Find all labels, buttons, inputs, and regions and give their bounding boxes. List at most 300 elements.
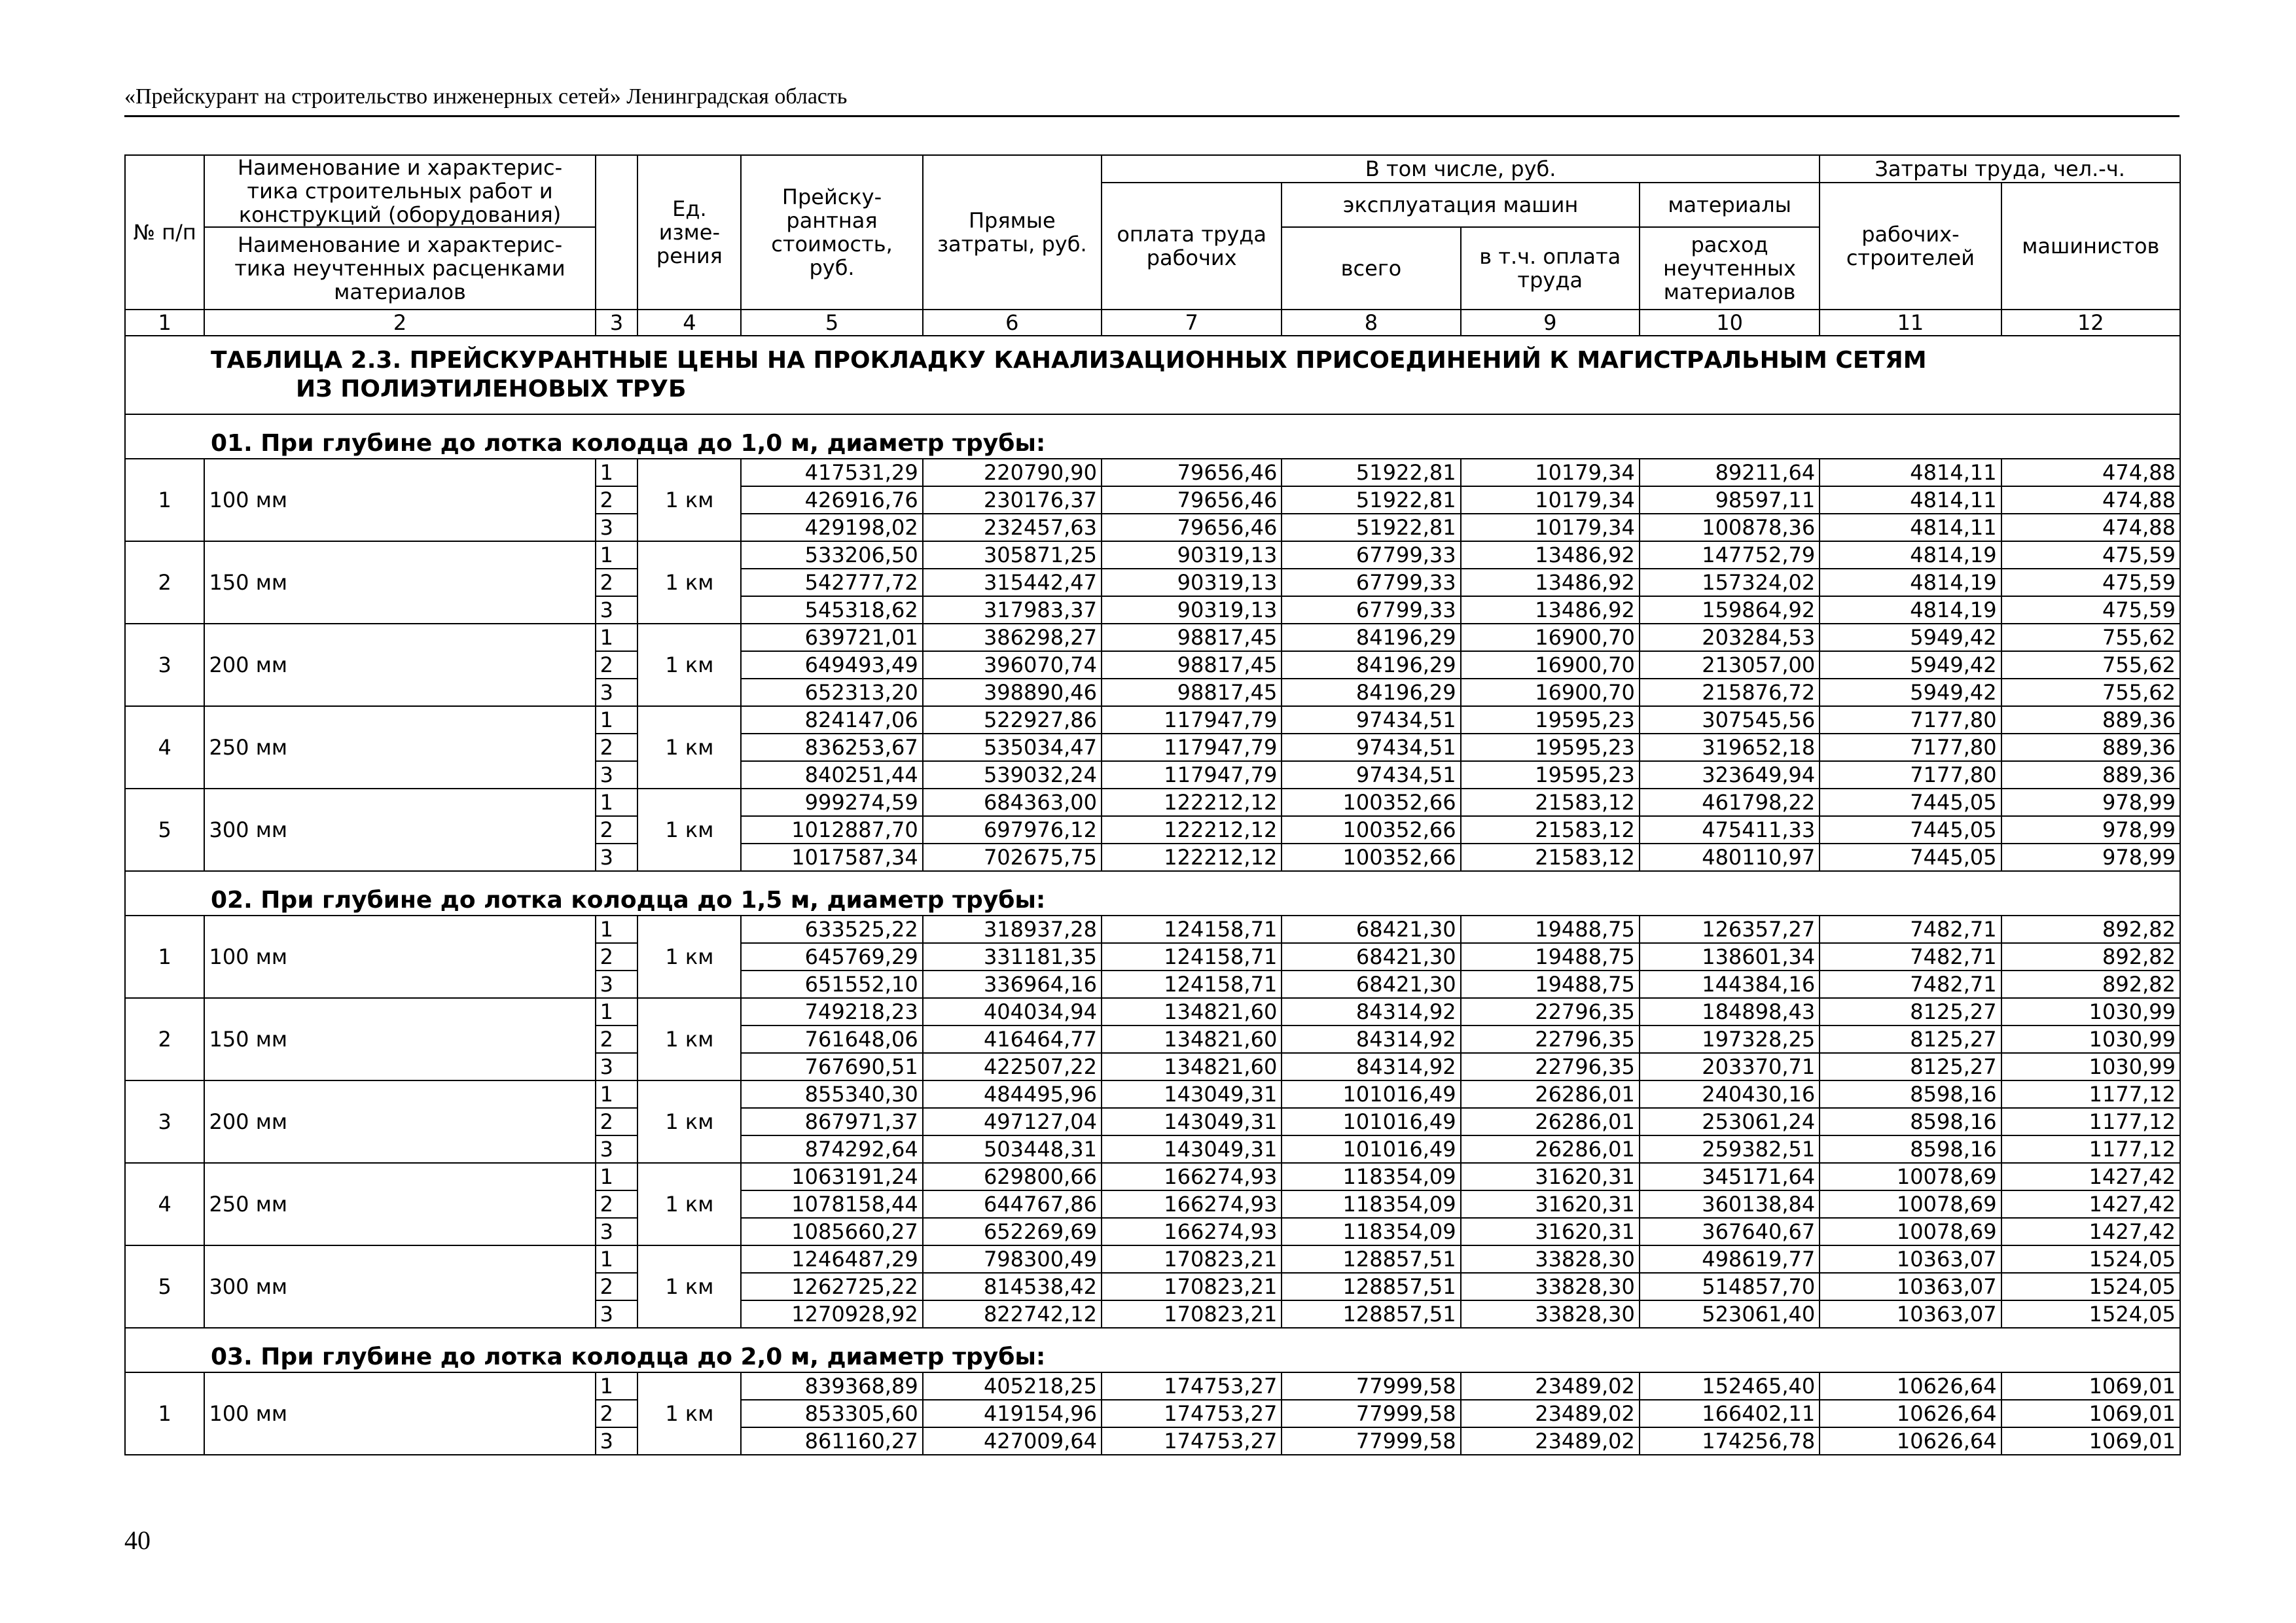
- machines-total-cell: 84314,92: [1282, 1053, 1460, 1080]
- unit-cell: 1 км: [637, 459, 741, 541]
- item-number: 1: [125, 1372, 204, 1455]
- item-number: 1: [125, 916, 204, 998]
- operators-labor-cell: 1030,99: [2001, 998, 2180, 1026]
- zone-number: 1: [596, 789, 638, 816]
- wage-cell: 174753,27: [1102, 1427, 1282, 1455]
- materials-cell: 367640,67: [1640, 1218, 1820, 1245]
- wage-cell: 170823,21: [1102, 1273, 1282, 1300]
- materials-cell: 213057,00: [1640, 651, 1820, 679]
- section-title: 01. При глубине до лотка колодца до 1,0 м, диаметр трубы:: [125, 414, 2180, 459]
- machines-wage-cell: 22796,35: [1461, 1026, 1640, 1053]
- workers-labor-cell: 10078,69: [1820, 1190, 2001, 1218]
- zone-number: 3: [596, 844, 638, 871]
- machines-total-cell: 118354,09: [1282, 1163, 1460, 1190]
- materials-cell: 138601,34: [1640, 943, 1820, 971]
- direct-cost-cell: 652269,69: [923, 1218, 1102, 1245]
- operators-labor-cell: 978,99: [2001, 789, 2180, 816]
- materials-cell: 147752,79: [1640, 541, 1820, 569]
- direct-cost-cell: 535034,47: [923, 734, 1102, 761]
- col-header-zone: [596, 155, 638, 310]
- table-row: [125, 998, 2180, 1026]
- table-row: [125, 1080, 2180, 1108]
- price-cell: 1017587,34: [741, 844, 922, 871]
- workers-labor-cell: 10626,64: [1820, 1372, 2001, 1400]
- machines-total-cell: 97434,51: [1282, 734, 1460, 761]
- col-header-machines: эксплуатация машин: [1282, 183, 1640, 227]
- machines-total-cell: 100352,66: [1282, 816, 1460, 844]
- machines-wage-cell: 23489,02: [1461, 1400, 1640, 1427]
- machines-total-cell: 67799,33: [1282, 596, 1460, 624]
- zone-number: 3: [596, 761, 638, 789]
- unit-cell: 1 км: [637, 1080, 741, 1163]
- materials-cell: 307545,56: [1640, 706, 1820, 734]
- machines-total-cell: 101016,49: [1282, 1080, 1460, 1108]
- wage-cell: 170823,21: [1102, 1245, 1282, 1273]
- item-name: 200 мм: [204, 1080, 595, 1163]
- zone-number: 2: [596, 569, 638, 596]
- machines-wage-cell: 19595,23: [1461, 734, 1640, 761]
- machines-total-cell: 84196,29: [1282, 624, 1460, 651]
- col-header-name-works: Наименование и характерис- тика строительных работ и конструкций (оборудования): [204, 155, 595, 227]
- workers-labor-cell: 5949,42: [1820, 624, 2001, 651]
- operators-labor-cell: 892,82: [2001, 943, 2180, 971]
- materials-cell: 203370,71: [1640, 1053, 1820, 1080]
- workers-labor-cell: 10363,07: [1820, 1245, 2001, 1273]
- item-name: 100 мм: [204, 1372, 595, 1455]
- machines-total-cell: 97434,51: [1282, 706, 1460, 734]
- operators-labor-cell: 1069,01: [2001, 1400, 2180, 1427]
- operators-labor-cell: 755,62: [2001, 624, 2180, 651]
- wage-cell: 124158,71: [1102, 943, 1282, 971]
- machines-total-cell: 77999,58: [1282, 1427, 1460, 1455]
- col-header-unit: Ед. изме- рения: [637, 155, 741, 310]
- operators-labor-cell: 1524,05: [2001, 1245, 2180, 1273]
- materials-cell: 523061,40: [1640, 1300, 1820, 1328]
- price-cell: 1063191,24: [741, 1163, 922, 1190]
- operators-labor-cell: 892,82: [2001, 916, 2180, 943]
- workers-labor-cell: 10626,64: [1820, 1400, 2001, 1427]
- column-number: 11: [1820, 310, 2001, 336]
- zone-number: 2: [596, 1400, 638, 1427]
- direct-cost-cell: 317983,37: [923, 596, 1102, 624]
- zone-number: 2: [596, 1108, 638, 1135]
- operators-labor-cell: 889,36: [2001, 706, 2180, 734]
- direct-cost-cell: 497127,04: [923, 1108, 1102, 1135]
- machines-total-cell: 51922,81: [1282, 514, 1460, 541]
- materials-cell: 89211,64: [1640, 459, 1820, 486]
- operators-labor-cell: 475,59: [2001, 596, 2180, 624]
- item-name: 250 мм: [204, 1163, 595, 1245]
- table-title-line-1: ТАБЛИЦА 2.3. ПРЕЙСКУРАНТНЫЕ ЦЕНЫ НА ПРОКЛАДКУ КАНАЛИЗАЦИОННЫХ ПРИСОЕДИНЕНИЙ К МАГИСТРАЛЬНЫМ СЕТЯМ: [211, 347, 1927, 374]
- table-row: [125, 624, 2180, 651]
- machines-wage-cell: 26286,01: [1461, 1135, 1640, 1163]
- materials-cell: 144384,16: [1640, 971, 1820, 998]
- col-header-operators: машинистов: [2001, 183, 2180, 310]
- machines-total-cell: 101016,49: [1282, 1135, 1460, 1163]
- machines-total-cell: 100352,66: [1282, 789, 1460, 816]
- materials-cell: 319652,18: [1640, 734, 1820, 761]
- direct-cost-cell: 697976,12: [923, 816, 1102, 844]
- wage-cell: 170823,21: [1102, 1300, 1282, 1328]
- price-cell: 749218,23: [741, 998, 922, 1026]
- materials-cell: 197328,25: [1640, 1026, 1820, 1053]
- col-header-materials: материалы: [1640, 183, 1820, 227]
- workers-labor-cell: 4814,19: [1820, 596, 2001, 624]
- machines-wage-cell: 16900,70: [1461, 624, 1640, 651]
- unit-cell: 1 км: [637, 1163, 741, 1245]
- workers-labor-cell: 8598,16: [1820, 1080, 2001, 1108]
- machines-total-cell: 77999,58: [1282, 1372, 1460, 1400]
- price-cell: 761648,06: [741, 1026, 922, 1053]
- direct-cost-cell: 398890,46: [923, 679, 1102, 706]
- operators-labor-cell: 1030,99: [2001, 1026, 2180, 1053]
- price-cell: 649493,49: [741, 651, 922, 679]
- wage-cell: 122212,12: [1102, 844, 1282, 871]
- direct-cost-cell: 539032,24: [923, 761, 1102, 789]
- wage-cell: 166274,93: [1102, 1218, 1282, 1245]
- item-number: 3: [125, 624, 204, 706]
- materials-cell: 240430,16: [1640, 1080, 1820, 1108]
- machines-total-cell: 84314,92: [1282, 1026, 1460, 1053]
- col-header-price: Прейску- рантная стоимость, руб.: [741, 155, 922, 310]
- price-cell: 1085660,27: [741, 1218, 922, 1245]
- workers-labor-cell: 4814,19: [1820, 569, 2001, 596]
- machines-total-cell: 51922,81: [1282, 459, 1460, 486]
- table-row: [125, 706, 2180, 734]
- wage-cell: 79656,46: [1102, 514, 1282, 541]
- section-title: 02. При глубине до лотка колодца до 1,5 м, диаметр трубы:: [125, 871, 2180, 916]
- unit-cell: 1 км: [637, 706, 741, 789]
- operators-labor-cell: 1069,01: [2001, 1372, 2180, 1400]
- item-number: 2: [125, 541, 204, 624]
- price-cell: 836253,67: [741, 734, 922, 761]
- zone-number: 2: [596, 651, 638, 679]
- price-cell: 533206,50: [741, 541, 922, 569]
- operators-labor-cell: 1524,05: [2001, 1300, 2180, 1328]
- table-title: [125, 336, 2180, 414]
- workers-labor-cell: 4814,11: [1820, 486, 2001, 514]
- materials-cell: 215876,72: [1640, 679, 1820, 706]
- direct-cost-cell: 684363,00: [923, 789, 1102, 816]
- machines-wage-cell: 33828,30: [1461, 1300, 1640, 1328]
- machines-wage-cell: 13486,92: [1461, 541, 1640, 569]
- machines-wage-cell: 13486,92: [1461, 596, 1640, 624]
- workers-labor-cell: 4814,19: [1820, 541, 2001, 569]
- price-cell: 824147,06: [741, 706, 922, 734]
- materials-cell: 174256,78: [1640, 1427, 1820, 1455]
- zone-number: 1: [596, 1080, 638, 1108]
- section-title: 03. При глубине до лотка колодца до 2,0 м, диаметр трубы:: [125, 1328, 2180, 1372]
- machines-wage-cell: 22796,35: [1461, 998, 1640, 1026]
- machines-wage-cell: 16900,70: [1461, 651, 1640, 679]
- item-name: 300 мм: [204, 1245, 595, 1328]
- direct-cost-cell: 822742,12: [923, 1300, 1102, 1328]
- workers-labor-cell: 10363,07: [1820, 1300, 2001, 1328]
- zone-number: 2: [596, 1273, 638, 1300]
- materials-cell: 184898,43: [1640, 998, 1820, 1026]
- wage-cell: 90319,13: [1102, 596, 1282, 624]
- direct-cost-cell: 230176,37: [923, 486, 1102, 514]
- machines-wage-cell: 10179,34: [1461, 514, 1640, 541]
- unit-cell: 1 км: [637, 789, 741, 871]
- workers-labor-cell: 5949,42: [1820, 651, 2001, 679]
- machines-total-cell: 101016,49: [1282, 1108, 1460, 1135]
- price-cell: 840251,44: [741, 761, 922, 789]
- machines-wage-cell: 33828,30: [1461, 1245, 1640, 1273]
- machines-total-cell: 68421,30: [1282, 916, 1460, 943]
- table-row: [125, 916, 2180, 943]
- price-cell: 1078158,44: [741, 1190, 922, 1218]
- zone-number: 3: [596, 596, 638, 624]
- machines-wage-cell: 26286,01: [1461, 1108, 1640, 1135]
- machines-wage-cell: 19488,75: [1461, 916, 1640, 943]
- zone-number: 3: [596, 514, 638, 541]
- operators-labor-cell: 1427,42: [2001, 1190, 2180, 1218]
- machines-wage-cell: 21583,12: [1461, 816, 1640, 844]
- item-name: 100 мм: [204, 916, 595, 998]
- table-row: [125, 459, 2180, 486]
- operators-labor-cell: 475,59: [2001, 541, 2180, 569]
- direct-cost-cell: 331181,35: [923, 943, 1102, 971]
- price-cell: 426916,76: [741, 486, 922, 514]
- materials-cell: 461798,22: [1640, 789, 1820, 816]
- wage-cell: 124158,71: [1102, 971, 1282, 998]
- col-header-direct: Прямые затраты, руб.: [923, 155, 1102, 310]
- running-head: «Прейскурант на строительство инженерных сетей» Ленинградская область: [124, 84, 848, 109]
- table-row: [125, 1163, 2180, 1190]
- materials-cell: 203284,53: [1640, 624, 1820, 651]
- table-title-row: [125, 336, 2180, 414]
- wage-cell: 134821,60: [1102, 998, 1282, 1026]
- materials-cell: 166402,11: [1640, 1400, 1820, 1427]
- item-number: 3: [125, 1080, 204, 1163]
- zone-number: 3: [596, 679, 638, 706]
- workers-labor-cell: 8598,16: [1820, 1108, 2001, 1135]
- column-number: 7: [1102, 310, 1282, 336]
- column-number: 2: [204, 310, 595, 336]
- direct-cost-cell: 503448,31: [923, 1135, 1102, 1163]
- zone-number: 1: [596, 998, 638, 1026]
- unit-cell: 1 км: [637, 1372, 741, 1455]
- direct-cost-cell: 318937,28: [923, 916, 1102, 943]
- direct-cost-cell: 232457,63: [923, 514, 1102, 541]
- operators-labor-cell: 1030,99: [2001, 1053, 2180, 1080]
- direct-cost-cell: 522927,86: [923, 706, 1102, 734]
- machines-total-cell: 68421,30: [1282, 943, 1460, 971]
- machines-wage-cell: 10179,34: [1461, 486, 1640, 514]
- price-cell: 861160,27: [741, 1427, 922, 1455]
- col-header-n: № п/п: [125, 155, 204, 310]
- machines-total-cell: 51922,81: [1282, 486, 1460, 514]
- direct-cost-cell: 427009,64: [923, 1427, 1102, 1455]
- price-cell: 417531,29: [741, 459, 922, 486]
- machines-total-cell: 118354,09: [1282, 1190, 1460, 1218]
- table-row: [125, 1245, 2180, 1273]
- workers-labor-cell: 4814,11: [1820, 514, 2001, 541]
- direct-cost-cell: 702675,75: [923, 844, 1102, 871]
- price-table: [124, 154, 2181, 1455]
- machines-total-cell: 84196,29: [1282, 679, 1460, 706]
- table-title-line-2: ИЗ ПОЛИЭТИЛЕНОВЫХ ТРУБ: [296, 376, 687, 402]
- direct-cost-cell: 422507,22: [923, 1053, 1102, 1080]
- machines-total-cell: 128857,51: [1282, 1245, 1460, 1273]
- workers-labor-cell: 4814,11: [1820, 459, 2001, 486]
- materials-cell: 98597,11: [1640, 486, 1820, 514]
- price-cell: 999274,59: [741, 789, 922, 816]
- direct-cost-cell: 814538,42: [923, 1273, 1102, 1300]
- workers-labor-cell: 8125,27: [1820, 1053, 2001, 1080]
- column-number: 6: [923, 310, 1102, 336]
- item-name: 150 мм: [204, 541, 595, 624]
- price-cell: 1246487,29: [741, 1245, 922, 1273]
- col-header-machines-total: всего: [1282, 227, 1460, 310]
- machines-total-cell: 100352,66: [1282, 844, 1460, 871]
- zone-number: 1: [596, 916, 638, 943]
- zone-number: 3: [596, 1300, 638, 1328]
- workers-labor-cell: 7177,80: [1820, 761, 2001, 789]
- machines-total-cell: 68421,30: [1282, 971, 1460, 998]
- materials-cell: 253061,24: [1640, 1108, 1820, 1135]
- materials-cell: 259382,51: [1640, 1135, 1820, 1163]
- machines-total-cell: 84196,29: [1282, 651, 1460, 679]
- workers-labor-cell: 7445,05: [1820, 844, 2001, 871]
- operators-labor-cell: 978,99: [2001, 844, 2180, 871]
- wage-cell: 117947,79: [1102, 706, 1282, 734]
- item-name: 150 мм: [204, 998, 595, 1080]
- materials-cell: 323649,94: [1640, 761, 1820, 789]
- price-cell: 1270928,92: [741, 1300, 922, 1328]
- unit-cell: 1 км: [637, 998, 741, 1080]
- operators-labor-cell: 978,99: [2001, 816, 2180, 844]
- materials-cell: 126357,27: [1640, 916, 1820, 943]
- direct-cost-cell: 315442,47: [923, 569, 1102, 596]
- machines-wage-cell: 26286,01: [1461, 1080, 1640, 1108]
- operators-labor-cell: 474,88: [2001, 514, 2180, 541]
- materials-cell: 345171,64: [1640, 1163, 1820, 1190]
- zone-number: 2: [596, 486, 638, 514]
- zone-number: 1: [596, 1372, 638, 1400]
- machines-wage-cell: 31620,31: [1461, 1163, 1640, 1190]
- wage-cell: 98817,45: [1102, 624, 1282, 651]
- zone-number: 2: [596, 1190, 638, 1218]
- materials-cell: 360138,84: [1640, 1190, 1820, 1218]
- machines-wage-cell: 21583,12: [1461, 844, 1640, 871]
- item-name: 250 мм: [204, 706, 595, 789]
- machines-wage-cell: 31620,31: [1461, 1218, 1640, 1245]
- wage-cell: 134821,60: [1102, 1026, 1282, 1053]
- zone-number: 3: [596, 1427, 638, 1455]
- item-number: 1: [125, 459, 204, 541]
- price-cell: 545318,62: [741, 596, 922, 624]
- workers-labor-cell: 10626,64: [1820, 1427, 2001, 1455]
- price-cell: 853305,60: [741, 1400, 922, 1427]
- price-cell: 839368,89: [741, 1372, 922, 1400]
- price-cell: 874292,64: [741, 1135, 922, 1163]
- machines-wage-cell: 21583,12: [1461, 789, 1640, 816]
- item-number: 5: [125, 1245, 204, 1328]
- header-rule: [124, 115, 2179, 117]
- zone-number: 3: [596, 1218, 638, 1245]
- price-cell: 542777,72: [741, 569, 922, 596]
- col-header-unaccounted: расход неучтенных материалов: [1640, 227, 1820, 310]
- wage-cell: 166274,93: [1102, 1190, 1282, 1218]
- direct-cost-cell: 629800,66: [923, 1163, 1102, 1190]
- machines-total-cell: 67799,33: [1282, 569, 1460, 596]
- machines-total-cell: 67799,33: [1282, 541, 1460, 569]
- zone-number: 1: [596, 541, 638, 569]
- wage-cell: 124158,71: [1102, 916, 1282, 943]
- unit-cell: 1 км: [637, 916, 741, 998]
- machines-wage-cell: 10179,34: [1461, 459, 1640, 486]
- operators-labor-cell: 475,59: [2001, 569, 2180, 596]
- table-row: [125, 541, 2180, 569]
- unit-cell: 1 км: [637, 1245, 741, 1328]
- zone-number: 2: [596, 816, 638, 844]
- operators-labor-cell: 474,88: [2001, 459, 2180, 486]
- machines-total-cell: 128857,51: [1282, 1273, 1460, 1300]
- operators-labor-cell: 1177,12: [2001, 1108, 2180, 1135]
- wage-cell: 117947,79: [1102, 761, 1282, 789]
- column-number: 9: [1461, 310, 1640, 336]
- operators-labor-cell: 755,62: [2001, 651, 2180, 679]
- machines-wage-cell: 31620,31: [1461, 1190, 1640, 1218]
- price-cell: 1012887,70: [741, 816, 922, 844]
- section-row: [125, 871, 2180, 916]
- direct-cost-cell: 484495,96: [923, 1080, 1102, 1108]
- zone-number: 1: [596, 1245, 638, 1273]
- materials-cell: 157324,02: [1640, 569, 1820, 596]
- workers-labor-cell: 5949,42: [1820, 679, 2001, 706]
- column-number: 4: [637, 310, 741, 336]
- item-number: 4: [125, 1163, 204, 1245]
- direct-cost-cell: 416464,77: [923, 1026, 1102, 1053]
- wage-cell: 117947,79: [1102, 734, 1282, 761]
- workers-labor-cell: 7177,80: [1820, 706, 2001, 734]
- direct-cost-cell: 419154,96: [923, 1400, 1102, 1427]
- materials-cell: 475411,33: [1640, 816, 1820, 844]
- unit-cell: 1 км: [637, 624, 741, 706]
- operators-labor-cell: 1524,05: [2001, 1273, 2180, 1300]
- wage-cell: 174753,27: [1102, 1372, 1282, 1400]
- machines-wage-cell: 23489,02: [1461, 1372, 1640, 1400]
- workers-labor-cell: 8125,27: [1820, 998, 2001, 1026]
- direct-cost-cell: 644767,86: [923, 1190, 1102, 1218]
- machines-wage-cell: 13486,92: [1461, 569, 1640, 596]
- workers-labor-cell: 7445,05: [1820, 816, 2001, 844]
- col-header-workers: рабочих- строителей: [1820, 183, 2001, 310]
- zone-number: 1: [596, 706, 638, 734]
- wage-cell: 122212,12: [1102, 789, 1282, 816]
- col-header-including: В том числе, руб.: [1102, 155, 1820, 183]
- machines-total-cell: 128857,51: [1282, 1300, 1460, 1328]
- workers-labor-cell: 7482,71: [1820, 943, 2001, 971]
- price-cell: 1262725,22: [741, 1273, 922, 1300]
- materials-cell: 100878,36: [1640, 514, 1820, 541]
- materials-cell: 152465,40: [1640, 1372, 1820, 1400]
- workers-labor-cell: 8598,16: [1820, 1135, 2001, 1163]
- operators-labor-cell: 474,88: [2001, 486, 2180, 514]
- materials-cell: 514857,70: [1640, 1273, 1820, 1300]
- operators-labor-cell: 1177,12: [2001, 1135, 2180, 1163]
- machines-total-cell: 97434,51: [1282, 761, 1460, 789]
- materials-cell: 498619,77: [1640, 1245, 1820, 1273]
- column-number: 10: [1640, 310, 1820, 336]
- item-name: 300 мм: [204, 789, 595, 871]
- column-number: 1: [125, 310, 204, 336]
- wage-cell: 98817,45: [1102, 679, 1282, 706]
- price-cell: 639721,01: [741, 624, 922, 651]
- price-cell: 867971,37: [741, 1108, 922, 1135]
